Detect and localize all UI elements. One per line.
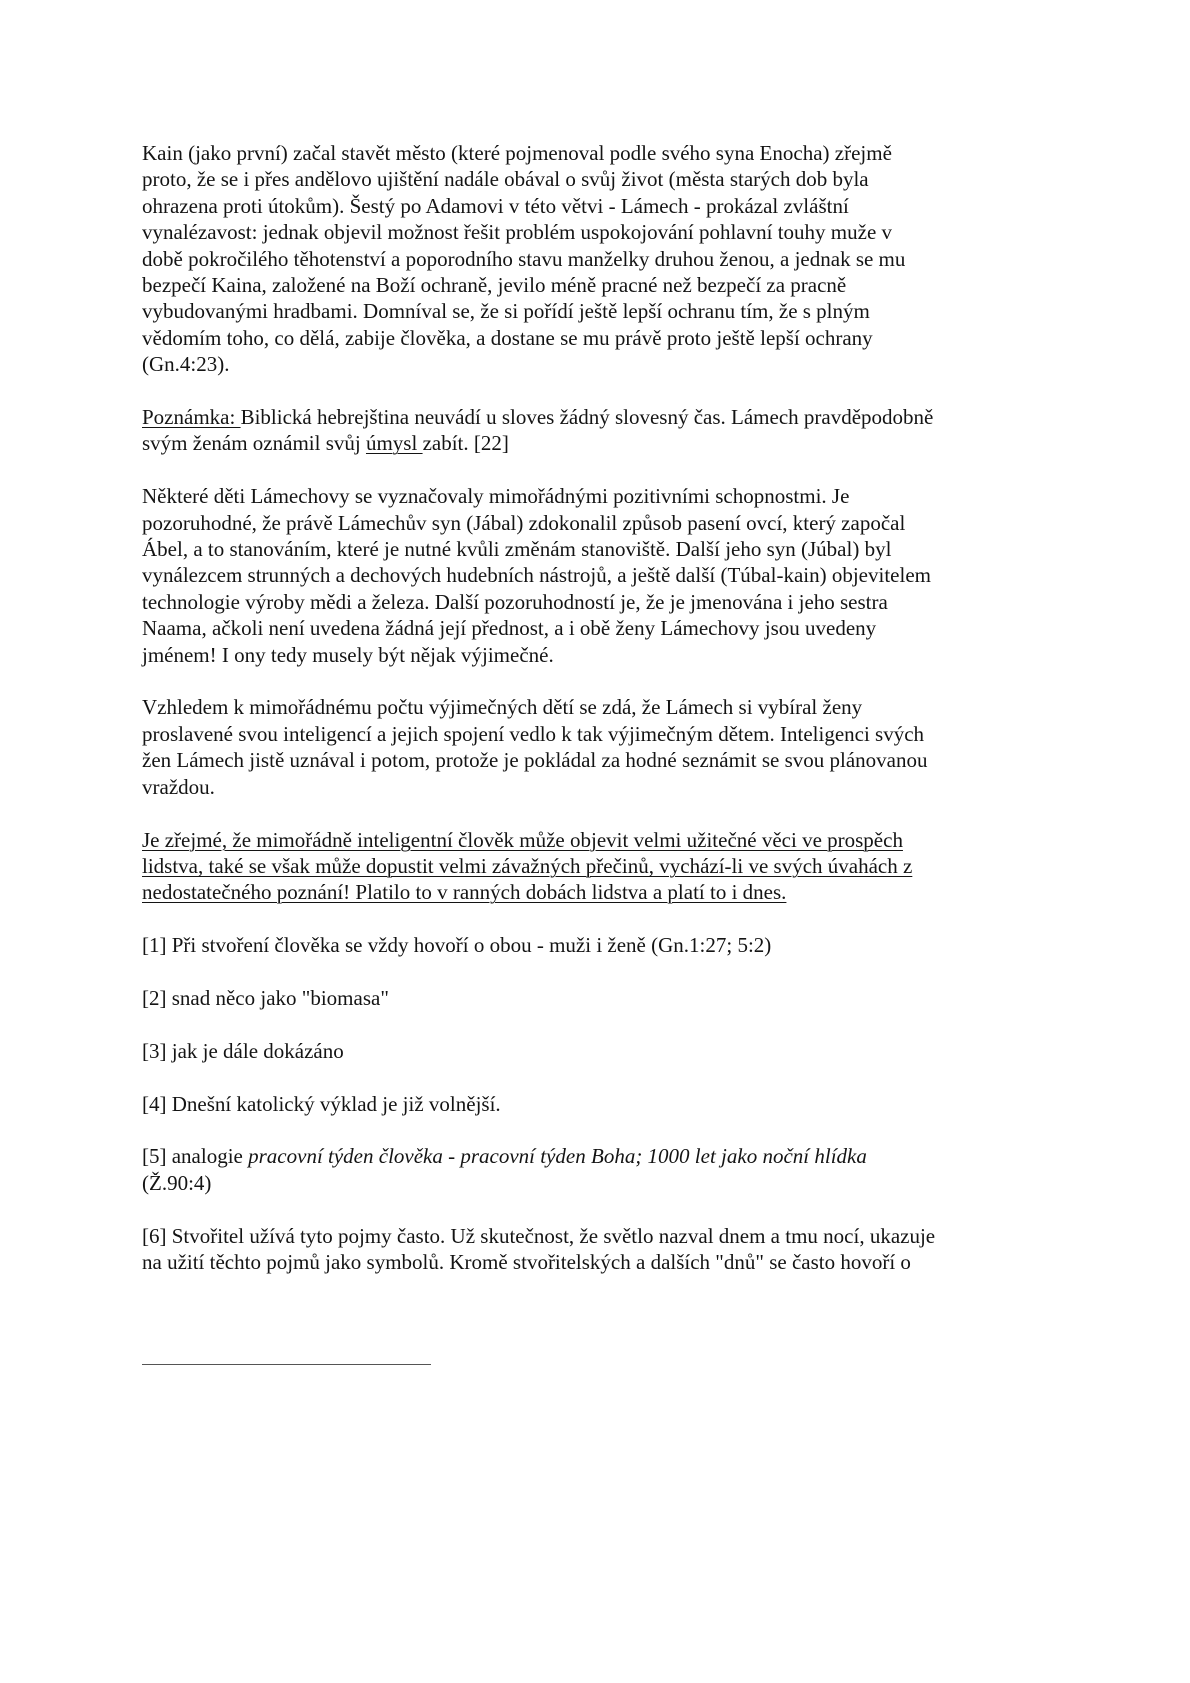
text-line: Ábel, a to stanováním, které je nutné kvůli změnám stanoviště. Další jeho syn (Júbal) byl <box>142 537 892 562</box>
text-line <box>142 879 1082 905</box>
note-label: Poznámka: <box>142 405 241 430</box>
footnote-separator <box>142 1364 431 1365</box>
paragraph-children <box>142 483 1082 668</box>
paragraph-intelligence <box>142 694 1082 800</box>
text-line <box>142 1143 1082 1169</box>
italic-text: pracovní týden člověka - pracovní týden Boha; 1000 let jako noční hlídka <box>248 1144 867 1169</box>
text-line: vynálezcem strunných a dechových hudebních nástrojů, a ještě další (Túbal-kain) objevitelem <box>142 563 931 588</box>
footnote-1 <box>142 932 1082 958</box>
note-text: svým ženám oznámil svůj <box>142 431 366 456</box>
text-line: Naama, ačkoli není uvedena žádná její přednost, a i obě ženy Lámechovy jsou uvedeny <box>142 616 877 641</box>
text-line: žen Lámech jistě uznával i potom, protože je pokládal za hodné seznámit se svou plánovanou <box>142 748 928 773</box>
underlined-text: lidstva, také se však může dopustit velmi závažných přečinů, vychází-li ve svých úvahách z <box>142 853 913 878</box>
footnote-text: (Ž.90:4) <box>142 1170 212 1195</box>
underlined-text: Je zřejmé, že mimořádně inteligentní člověk může objevit velmi užitečné věci ve prospěch <box>142 827 903 852</box>
text-line <box>142 404 1082 430</box>
paragraph-conclusion <box>142 827 1082 906</box>
text-line: bezpečí Kaina, založené na Boží ochraně, jevilo méně pracné než bezpečí za pracně <box>142 273 847 298</box>
text-line: pozoruhodné, že právě Lámechův syn (Jábal) zdokonalil způsob pasení ovcí, který započal <box>142 510 906 535</box>
text-line: ohrazena proti útokům). Šestý po Adamovi v této větvi - Lámech - prokázal zvláštní <box>142 193 849 218</box>
footnote-text: [3] jak je dále dokázáno <box>142 1038 344 1063</box>
underlined-word: úmysl <box>365 431 423 456</box>
text-line: proslavené svou inteligencí a jejich spojení vedlo k tak výjimečným dětem. Inteligenci svých <box>142 721 925 746</box>
text-line: vraždou. <box>142 774 215 799</box>
note-text: Biblická hebrejština neuvádí u sloves žádný slovesný čas. Lámech pravděpodobně <box>240 405 934 430</box>
paragraph-note <box>142 404 1082 457</box>
note-text: zabít. [22] <box>422 431 509 456</box>
footnote-2 <box>142 985 1082 1011</box>
footnote-3 <box>142 1038 1082 1064</box>
footnote-text: [5] analogie <box>142 1144 249 1169</box>
text-line: jménem! I ony tedy musely být nějak výjimečné. <box>142 642 554 667</box>
footnote-text: [1] Při stvoření člověka se vždy hovoří o obou - muži i ženě (Gn.1:27; 5:2) <box>142 933 772 958</box>
text-line: době pokročilého těhotenství a poporodního stavu manželky druhou ženou, a jednak se mu <box>142 246 906 271</box>
text-line <box>142 827 1082 853</box>
footnote-6 <box>142 1223 1082 1276</box>
text-line <box>142 430 1082 456</box>
footnote-text: na užití těchto pojmů jako symbolů. Kromě stvořitelských a dalších "dnů" se často hovoří o <box>142 1249 911 1274</box>
document-body <box>142 140 1082 1302</box>
footnote-text: [4] Dnešní katolický výklad je již volnější. <box>142 1091 501 1116</box>
text-line: Kain (jako první) začal stavět město (které pojmenoval podle svého syna Enocha) zřejmě <box>142 141 892 165</box>
text-line: Vzhledem k mimořádnému počtu výjimečných dětí se zdá, že Lámech si vybíral ženy <box>142 695 863 720</box>
text-line: proto, že se i přes andělovo ujištění nadále obával o svůj život (města starých dob byla <box>142 167 869 192</box>
text-line: vědomím toho, co dělá, zabije člověka, a dostane se mu právě proto ještě lepší ochrany <box>142 325 873 350</box>
text-line: Některé děti Lámechovy se vyznačovaly mimořádnými pozitivními schopnostmi. Je <box>142 484 850 509</box>
text-line: technologie výroby mědi a železa. Další pozoruhodností je, že je jmenována i jeho sestra <box>142 589 888 614</box>
footnote-text: [2] snad něco jako "biomasa" <box>142 985 389 1010</box>
paragraph-kain <box>142 140 1082 378</box>
footnote-4 <box>142 1091 1082 1117</box>
text-line: vynalézavost: jednak objevil možnost řešit problém uspokojování pohlavní touhy muže v <box>142 220 893 245</box>
text-line <box>142 853 1082 879</box>
underlined-text: nedostatečného poznání! Platilo to v ranných dobách lidstva a platí to i dnes. <box>142 880 787 905</box>
footnote-5 <box>142 1143 1082 1196</box>
footnote-text: [6] Stvořitel užívá tyto pojmy často. Už skutečnost, že světlo nazval dnem a tmu nocí, ukazuje <box>142 1223 936 1248</box>
text-line: vybudovanými hradbami. Domníval se, že si pořídí ještě lepší ochranu tím, že s plným <box>142 299 870 324</box>
text-line: (Gn.4:23). <box>142 352 230 377</box>
